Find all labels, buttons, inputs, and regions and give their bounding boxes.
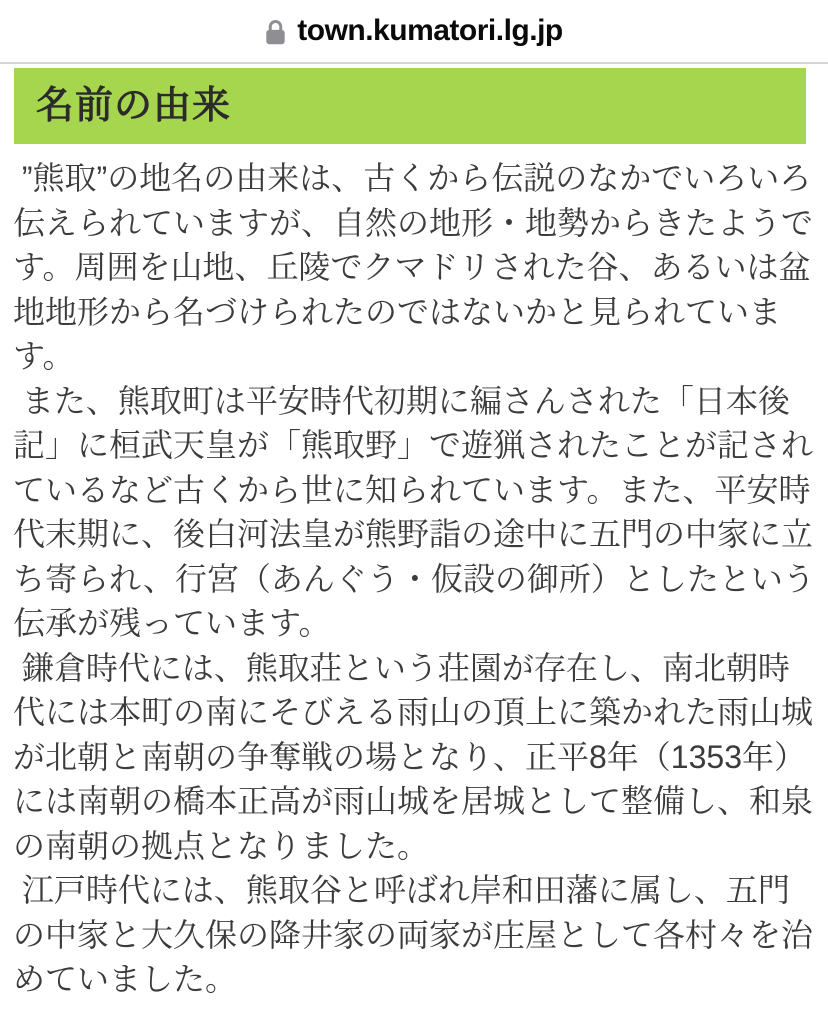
paragraph-heian-era: また、熊取町は平安時代初期に編さんされた「日本後記」に桓武天皇が「熊取野」で遊猟されたことが記されているなど古くから世に知られています。また、平安時代末期に、後白河法皇が熊野詣の途中に五門の中家に立ち寄られ、行宮（あんぐう・仮設の御所）としたという伝承が残っています。	[13, 382, 815, 641]
url-text: town.kumatori.lg.jp	[297, 14, 563, 47]
address-bar[interactable]	[0, 0, 828, 64]
section-heading-banner	[14, 68, 806, 144]
paragraph-kamakura-era: 鎌倉時代には、熊取荘という荘園が存在し、南北朝時代には本町の南にそびえる雨山の頂上に築かれた雨山城が北朝と南朝の争奪戦の場となり、正平8年（1353年）には南朝の橋本正高が雨山城を居城として整備し、和泉の南朝の拠点となりました。	[13, 649, 814, 864]
page-title: 名前の由来	[36, 85, 232, 127]
article-body	[0, 144, 828, 1002]
lock-icon	[265, 18, 286, 46]
paragraph-edo-era: 江戸時代には、熊取谷と呼ばれ岸和田藩に属し、五門の中家と大久保の降井家の両家が庄屋として各村々を治めていました。	[13, 872, 814, 997]
paragraph-origin-of-name: ”熊取”の地名の由来は、古くから伝説のなかでいろいろ伝えられていますが、自然の地形・地勢からきたようです。周囲を山地、丘陵でクマドリされた谷、あるいは盆地地形から名づけられたのではないかと見られています。	[13, 160, 814, 374]
